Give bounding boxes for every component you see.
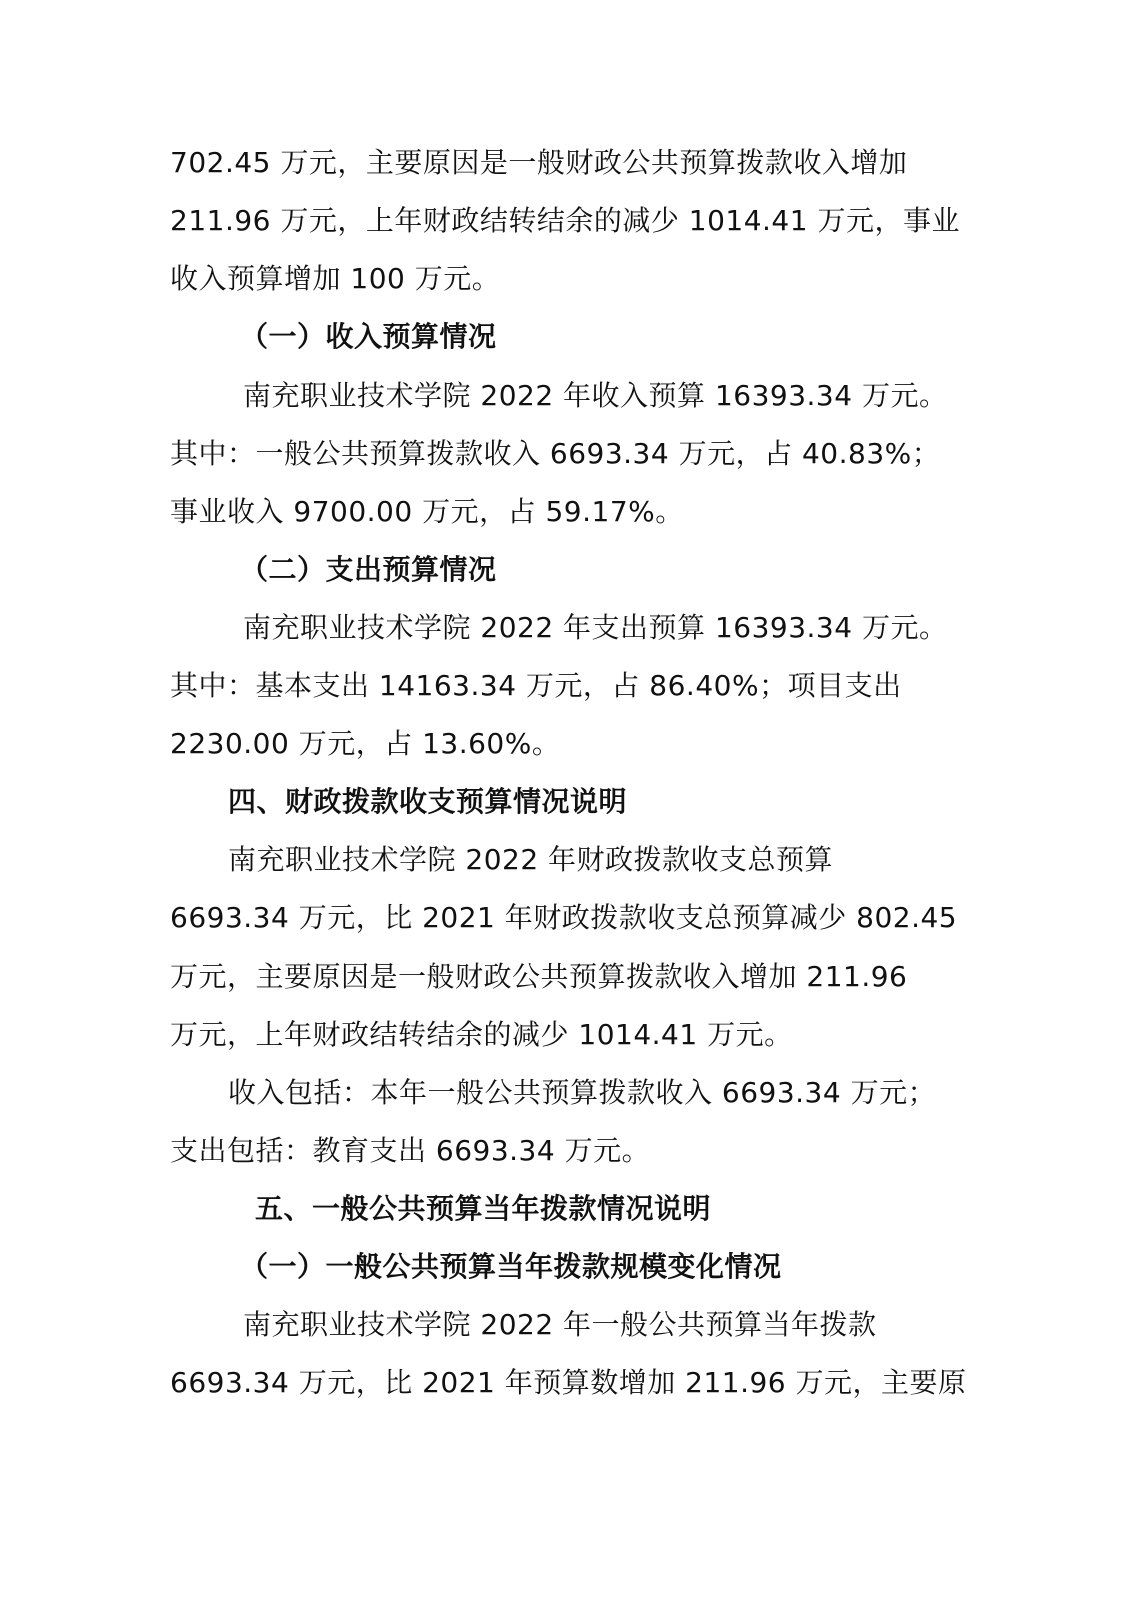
section-heading-expense: （二）支出预算情况 <box>240 553 497 586</box>
paragraph-line: 事业收入 9700.00 万元，占 59.17%。 <box>170 495 684 528</box>
paragraph-line: 6693.34 万元，比 2021 年财政拨款收支总预算减少 802.45 <box>170 901 958 934</box>
paragraph-line: 南充职业技术学院 2022 年收入预算 16393.34 万元。 <box>243 379 948 412</box>
paragraph-line: 收入预算增加 100 万元。 <box>170 262 501 295</box>
section-heading-income: （一）收入预算情况 <box>240 320 497 353</box>
paragraph-line: 支出包括：教育支出 6693.34 万元。 <box>170 1134 651 1167</box>
paragraph-line: 南充职业技术学院 2022 年财政拨款收支总预算 <box>228 843 834 876</box>
paragraph-line: 211.96 万元，上年财政结转结余的减少 1014.41 万元，事业 <box>170 204 960 237</box>
paragraph-line: 其中：基本支出 14163.34 万元，占 86.40%；项目支出 <box>170 669 902 702</box>
paragraph-line: 万元，主要原因是一般财政公共预算拨款收入增加 211.96 <box>170 960 908 993</box>
paragraph-line: 万元，上年财政结转结余的减少 1014.41 万元。 <box>170 1018 793 1051</box>
paragraph-line: 收入包括：本年一般公共预算拨款收入 6693.34 万元； <box>228 1076 937 1109</box>
section-heading-fiscal: 四、财政拨款收支预算情况说明 <box>228 785 628 818</box>
section-heading-general: 五、一般公共预算当年拨款情况说明 <box>255 1192 712 1225</box>
paragraph-line: 702.45 万元，主要原因是一般财政公共预算拨款收入增加 <box>170 146 908 179</box>
paragraph-line: 南充职业技术学院 2022 年一般公共预算当年拨款 <box>243 1308 877 1341</box>
paragraph-line: 其中：一般公共预算拨款收入 6693.34 万元，占 40.83%； <box>170 437 941 470</box>
section-heading-scale: （一）一般公共预算当年拨款规模变化情况 <box>240 1250 782 1283</box>
paragraph-line: 6693.34 万元，比 2021 年预算数增加 211.96 万元，主要原 <box>170 1366 967 1399</box>
paragraph-line: 2230.00 万元，占 13.60%。 <box>170 727 561 760</box>
paragraph-line: 南充职业技术学院 2022 年支出预算 16393.34 万元。 <box>243 611 948 644</box>
